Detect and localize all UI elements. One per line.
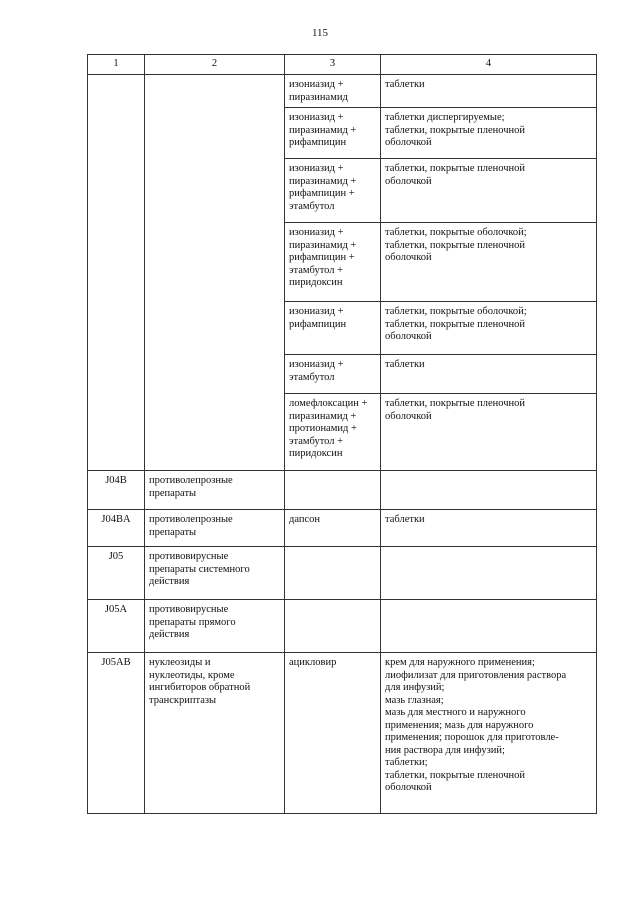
header-col-3: 3 bbox=[285, 55, 381, 75]
drug-cell bbox=[285, 600, 381, 653]
form-cell: таблетки, покрытые оболочкой; таблетки, покрытые пленочной оболочкой bbox=[381, 302, 597, 355]
header-col-1: 1 bbox=[88, 55, 145, 75]
table-row bbox=[88, 471, 597, 510]
code-cell: J05A bbox=[88, 600, 145, 653]
group-cell bbox=[145, 108, 285, 159]
group-cell bbox=[145, 302, 285, 355]
page-number: 115 bbox=[311, 27, 329, 39]
table-row bbox=[88, 355, 597, 394]
form-cell bbox=[381, 471, 597, 510]
group-cell bbox=[145, 394, 285, 471]
code-cell bbox=[88, 159, 145, 223]
group-cell bbox=[145, 159, 285, 223]
form-cell: крем для наружного применения; лиофилизат для приготовления раствора для инфузий; мазь глазная; мазь для местного и наружного применения; мазь для наружного применения; порошок для приготовле- ния раствора для инфузий; таблетки; таблетки, покрытые пленочной оболочкой bbox=[381, 653, 597, 814]
form-cell bbox=[381, 600, 597, 653]
drug-cell: изониазид + рифампицин bbox=[285, 302, 381, 355]
drug-list-table bbox=[87, 54, 597, 814]
header-col-4: 4 bbox=[381, 55, 597, 75]
code-cell: J04BA bbox=[88, 510, 145, 547]
drug-cell: изониазид + пиразинамид + рифампицин bbox=[285, 108, 381, 159]
code-cell bbox=[88, 394, 145, 471]
drug-cell: изониазид + этамбутол bbox=[285, 355, 381, 394]
table-row bbox=[88, 394, 597, 471]
form-cell: таблетки, покрытые пленочной оболочкой bbox=[381, 394, 597, 471]
group-cell: противовирусные препараты системного действия bbox=[145, 547, 285, 600]
drug-cell: дапсон bbox=[285, 510, 381, 547]
table-row bbox=[88, 159, 597, 223]
table-row bbox=[88, 75, 597, 108]
code-cell bbox=[88, 75, 145, 108]
code-cell bbox=[88, 108, 145, 159]
header-col-2: 2 bbox=[145, 55, 285, 75]
table-row bbox=[88, 547, 597, 600]
table-row bbox=[88, 600, 597, 653]
form-cell: таблетки, покрытые пленочной оболочкой bbox=[381, 159, 597, 223]
form-cell: таблетки bbox=[381, 510, 597, 547]
form-cell: таблетки bbox=[381, 75, 597, 108]
table-row bbox=[88, 223, 597, 302]
table-row bbox=[88, 653, 597, 814]
drug-cell bbox=[285, 547, 381, 600]
group-cell bbox=[145, 75, 285, 108]
form-cell bbox=[381, 547, 597, 600]
code-cell bbox=[88, 302, 145, 355]
form-cell: таблетки, покрытые оболочкой; таблетки, покрытые пленочной оболочкой bbox=[381, 223, 597, 302]
drug-cell: изониазид + пиразинамид + рифампицин + этамбутол + пиридоксин bbox=[285, 223, 381, 302]
code-cell: J05 bbox=[88, 547, 145, 600]
group-cell: противовирусные препараты прямого действия bbox=[145, 600, 285, 653]
drug-cell: изониазид + пиразинамид bbox=[285, 75, 381, 108]
drug-cell: ацикловир bbox=[285, 653, 381, 814]
table-row bbox=[88, 302, 597, 355]
code-cell bbox=[88, 355, 145, 394]
code-cell: J04B bbox=[88, 471, 145, 510]
form-cell: таблетки bbox=[381, 355, 597, 394]
table-header-row bbox=[88, 55, 597, 75]
form-cell: таблетки диспергируемые; таблетки, покрытые пленочной оболочкой bbox=[381, 108, 597, 159]
drug-cell: изониазид + пиразинамид + рифампицин + этамбутол bbox=[285, 159, 381, 223]
code-cell bbox=[88, 223, 145, 302]
table-row bbox=[88, 510, 597, 547]
drug-cell bbox=[285, 471, 381, 510]
group-cell: противолепрозные препараты bbox=[145, 471, 285, 510]
group-cell bbox=[145, 223, 285, 302]
group-cell: противолепрозные препараты bbox=[145, 510, 285, 547]
code-cell: J05AB bbox=[88, 653, 145, 814]
group-cell bbox=[145, 355, 285, 394]
drug-cell: ломефлоксацин + пиразинамид + протионамид + этамбутол + пиридоксин bbox=[285, 394, 381, 471]
group-cell: нуклеозиды и нуклеотиды, кроме ингибиторов обратной транскриптазы bbox=[145, 653, 285, 814]
table-row bbox=[88, 108, 597, 159]
